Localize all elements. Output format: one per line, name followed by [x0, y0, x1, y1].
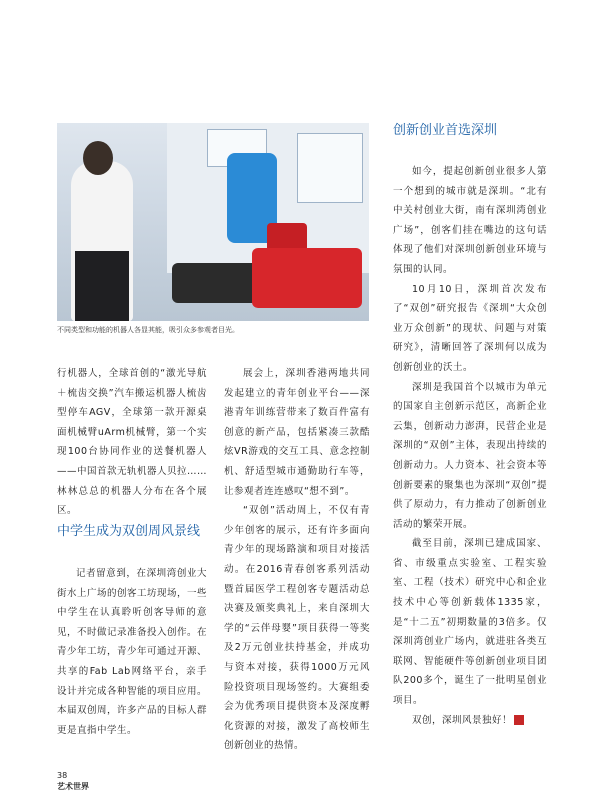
- paragraph: 10月10日，深圳首次发布了“双创”研究报告《深圳“大众创业万众创新”的现状、问题与对策研究》，清晰回答了深圳何以成为创新创业的沃土。: [393, 283, 547, 373]
- closing-text: 双创，深圳风景独好！: [412, 714, 513, 726]
- paragraph: 展会上，深圳香港两地共同发起建立的青年创业平台——深港青年训练营带来了数百件富有创意的新产品，包括紧凑三款酷炫VR游戏的交互工具、意念控制机、舒适型城市通勤助行车等，让参观者连连感叹“想不到”。: [224, 368, 370, 497]
- left-column-lower: [57, 564, 207, 740]
- paragraph: “双创”活动周上，不仅有青少年创客的展示，还有许多面向青少年的现场路演和项目对接活动。在2016青春创客系列活动暨首届医学工程创客专题活动总决赛及颁奖典礼上，来自深圳大学的“云伴母婴”项目获得一等奖及2万元创业扶持基金，并成功与资本对接，获得1000万元风险投资项目现场签约。大赛组委会为优秀项目提供资本及深度孵化资源的对接，激发了高校师生创新创业的热情。: [224, 505, 370, 752]
- magazine-logo: 艺术世界: [57, 782, 89, 791]
- paragraph: 如今，提起创新创业很多人第一个想到的城市就是深圳。“北有中关村创业大街，南有深圳湾创业广场”，创客们挂在嘴边的这句话体现了他们对深圳创新创业环境与氛围的认同。: [393, 166, 547, 275]
- left-column: [57, 364, 207, 521]
- paragraph: 深圳是我国首个以城市为单元的国家自主创新示范区，高新企业云集，创新动力澎湃，民营企业是深圳的“双创”主体，表现出持续的创新动力。人力资本、社会资本等创新要素的聚集也为深圳“双创”提供了原动力，有力推动了创新创业活动的繁荣开展。: [393, 381, 547, 530]
- paragraph: 截至目前，深圳已建成国家、省、市级重点实验室、工程实验室、工程（技术）研究中心和企业技术中心等创新载体1335家，是“十二五”初期数量的3倍多。仅深圳湾创业广场内，就进驻各类互联网、智能硬件等创新创业项目团队200多个，诞生了一批明星创业项目。: [393, 538, 547, 707]
- middle-column: [224, 364, 370, 756]
- photo-caption: 不同类型和功能的机器人各显其能，吸引众多参观者目光。: [57, 326, 239, 334]
- photo-black-robot: [172, 263, 262, 303]
- page-number: 38: [57, 771, 68, 780]
- section-heading-left: 中学生成为双创周风景线: [57, 524, 201, 539]
- photo-person-legs: [75, 251, 129, 321]
- paragraph: 行机器人，全球首创的“激光导航＋梳齿交换”汽车搬运机器人梳齿型停车AGV，全球第一款开源桌面机械臂uArm机械臂，第一个实现100台协同作业的送餐机器人——中国首款无轨机器人贝拉……林林总总的机器人分布在各个展区。: [57, 368, 208, 517]
- right-column: [393, 162, 547, 730]
- paragraph: 记者留意到，在深圳湾创业大街水上广场的创客工坊现场，一些中学生在认真聆听创客导师的意见，不时做记录准备投入创作。在青少年工坊，青少年可通过开源、共享的Fab Lab网络平台，亲手设计并完成各种智能的项目应用。本届双创周，许多产品的目标人群更是直指中学生。: [57, 568, 208, 736]
- photo-display-board: [297, 133, 363, 203]
- photo-red-robot: [252, 248, 362, 308]
- paragraph-closing: [393, 711, 547, 731]
- exhibition-photo: [57, 123, 369, 321]
- photo-person-head: [83, 141, 113, 175]
- section-heading-right: 创新创业首选深圳: [393, 123, 498, 138]
- end-mark-icon: W: [514, 715, 524, 725]
